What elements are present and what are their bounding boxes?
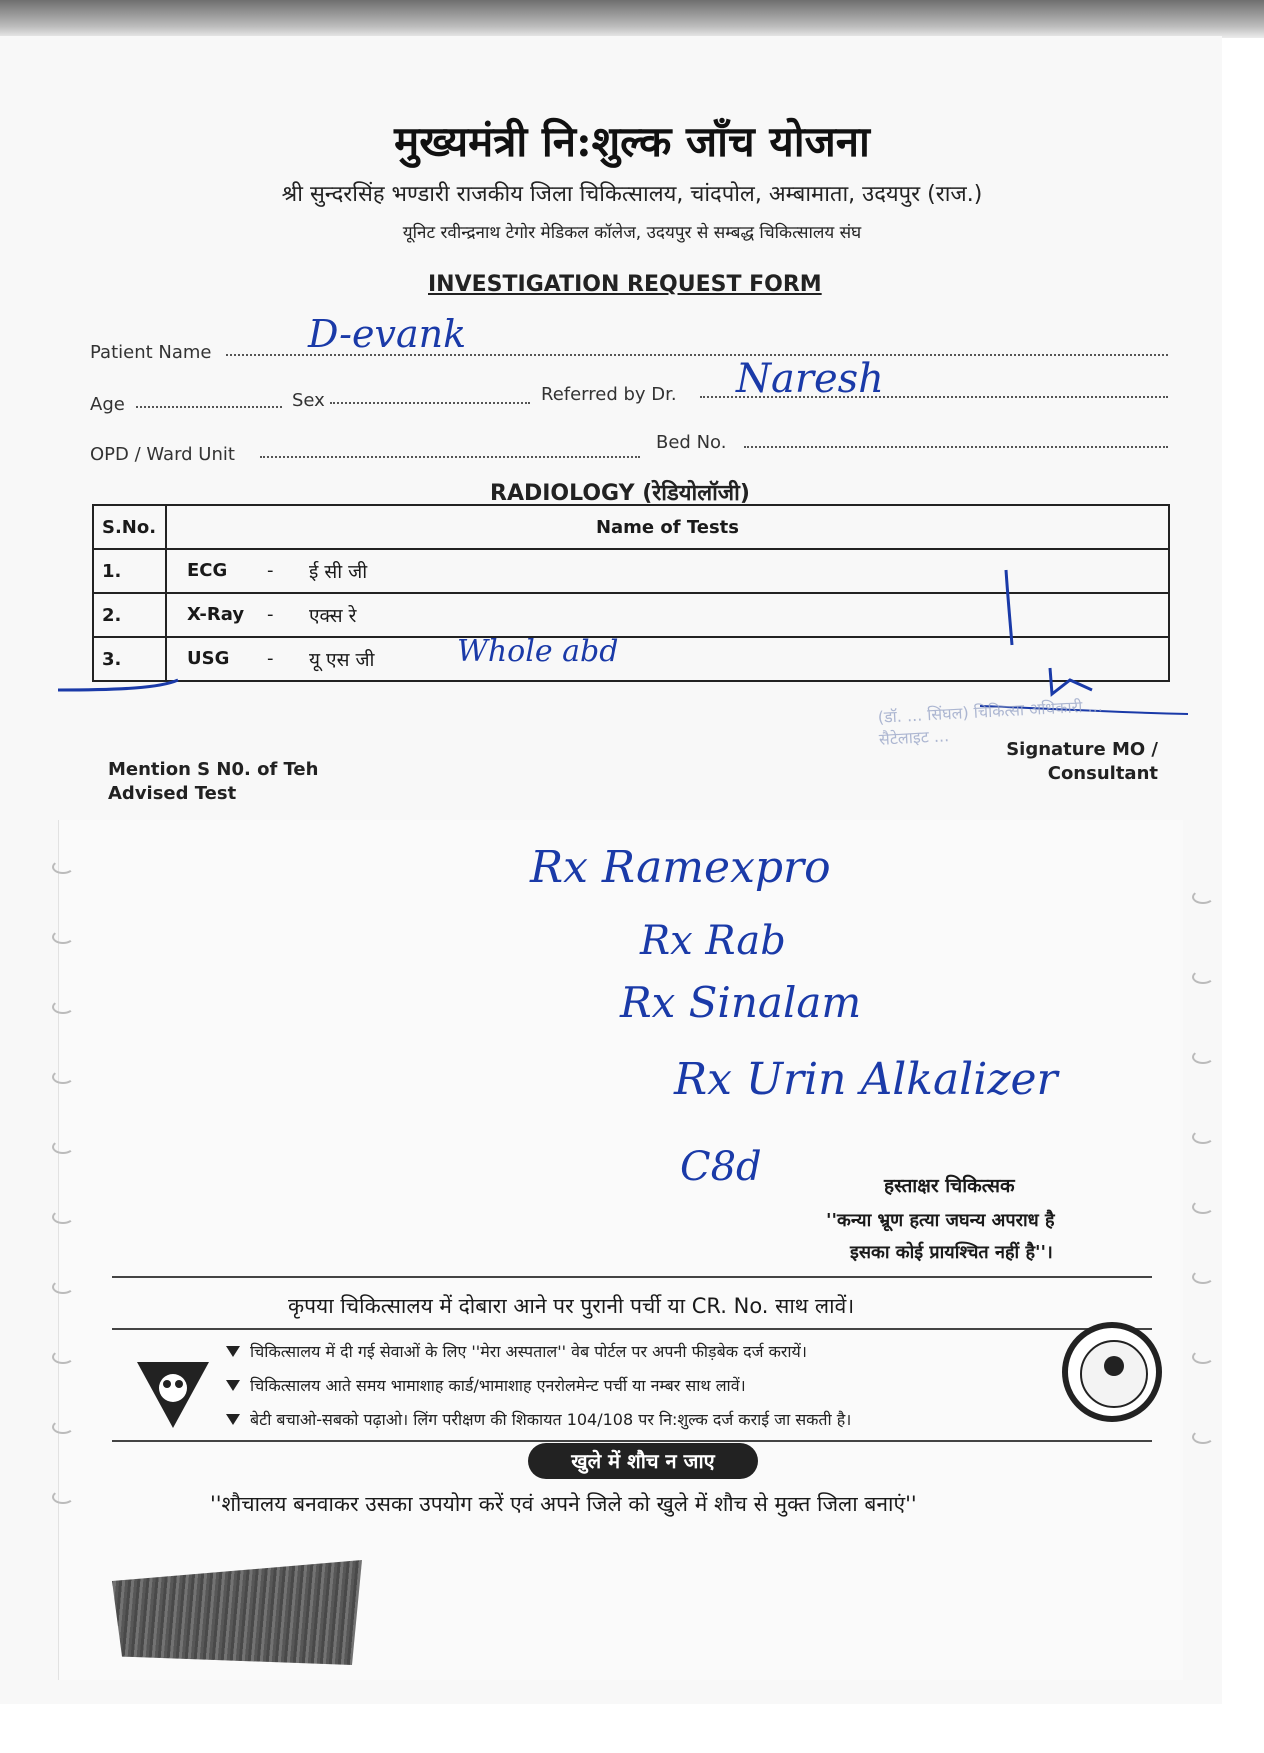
referred-by-value: Naresh [736, 356, 884, 402]
divider [112, 1328, 1152, 1330]
info-bullet [226, 1374, 746, 1396]
test-name-hindi: ई सी जी [309, 561, 368, 583]
test-name: X-Ray [187, 604, 245, 625]
divider [112, 1276, 1152, 1278]
divider [112, 1440, 1152, 1442]
row-sno: 1. [93, 549, 166, 593]
girl-figure-icon [1104, 1356, 1124, 1376]
test-dash: - [267, 648, 274, 669]
age-label: Age [90, 394, 125, 415]
test-name-hindi: एक्स रे [309, 605, 357, 627]
bed-no-label: Bed No. [656, 432, 727, 453]
opd-ward-label: OPD / Ward Unit [90, 444, 235, 465]
logo-inner-ring [1080, 1340, 1148, 1408]
tests-column-header: Name of Tests [166, 505, 1169, 549]
slogan-line-1: ''कन्या भ्रूण हत्या जघन्य अपराध है [826, 1210, 1055, 1231]
hospital-name: श्री सुन्दरसिंह भण्डारी राजकीय जिला चिकित्सालय, चांदपोल, अम्बामाता, उदयपुर (राज.) [281, 182, 983, 207]
doctor-stamp: (डॉ. ... सिंघल) चिकित्सा अधिकारी ... सैटेलाइट ... [877, 696, 1104, 749]
rx-line: Rx Sinalam [620, 978, 862, 1027]
radiology-section-title: RADIOLOGY (रेडियोलॉजी) [490, 481, 750, 506]
form-title: INVESTIGATION REQUEST FORM [428, 272, 822, 297]
bullet-triangle-icon [226, 1346, 240, 1357]
rx-line: Rx Urin Alkalizer [674, 1054, 1058, 1105]
row-sno: 3. [93, 637, 166, 681]
rx-line: C8d [680, 1144, 762, 1190]
test-name: ECG [187, 560, 228, 581]
rx-line: Rx Rab [640, 918, 786, 964]
scheme-title: मुख्यमंत्री नि:शुल्क जाँच योजना [394, 117, 870, 166]
rx-line: Rx Ramexpro [530, 842, 831, 893]
sex-label: Sex [292, 390, 325, 411]
doctor-signature-label: हस्ताक्षर चिकित्सक [884, 1175, 1015, 1197]
patient-name-value: D-evank [308, 312, 467, 356]
bullet-text: बेटी बचाओ-सबको पढ़ाओ। लिंग परीक्षण की शिकायत 104/108 पर नि:शुल्क दर्ज कराई जा सकती है। [250, 1410, 852, 1429]
signature-label: Signature MO / Consultant [1006, 739, 1158, 784]
mention-note: Mention S N0. of Teh Advised Test [108, 759, 319, 804]
test-handwritten-note: Whole abd [457, 634, 619, 669]
info-bullet [226, 1340, 807, 1362]
old-slip-notice: कृपया चिकित्सालय में दोबारा आने पर पुरानी पर्ची या CR. No. साथ लावें। [288, 1294, 855, 1318]
family-welfare-logo [135, 1360, 211, 1434]
pen-underline [58, 680, 178, 690]
bullet-triangle-icon [226, 1380, 240, 1391]
info-bullet [226, 1408, 851, 1430]
beti-bachao-logo [1062, 1322, 1162, 1422]
pen-tick [1050, 668, 1092, 694]
test-name: USG [187, 648, 230, 669]
affiliation-line: यूनिट रवीन्द्रनाथ टेगोर मेडिकल कॉलेज, उदयपुर से सम्बद्ध चिकित्सालय संघ [402, 223, 862, 243]
sno-column-header: S.No. [93, 505, 166, 549]
bullet-text: चिकित्सालय आते समय भामाशाह कार्ड/भामाशाह एनरोलमेन्ट पर्ची या नम्बर साथ लावें। [250, 1376, 746, 1395]
bullet-text: चिकित्सालय में दी गई सेवाओं के लिए ''मेरा अस्पताल'' वेब पोर्टल पर अपनी फीड़बेक दर्ज करायें। [250, 1342, 807, 1361]
slogan-line-2: इसका कोई प्रायश्चित नहीं है''। [850, 1242, 1053, 1263]
test-dash: - [267, 604, 274, 625]
test-dash: - [267, 560, 274, 581]
row-sno: 2. [93, 593, 166, 637]
sanitation-footer: ''शौचालय बनवाकर उसका उपयोग करें एवं अपने जिले को खुले में शौच से मुक्त जिला बनाएं'' [210, 1492, 917, 1516]
referred-by-label: Referred by Dr. [541, 384, 677, 405]
pen-check-mark [1006, 570, 1012, 645]
sanitation-banner: खुले में शौच न जाए [528, 1443, 758, 1479]
bullet-triangle-icon [226, 1414, 240, 1425]
patient-name-label: Patient Name [90, 342, 212, 363]
test-name-hindi: यू एस जी [309, 649, 375, 671]
